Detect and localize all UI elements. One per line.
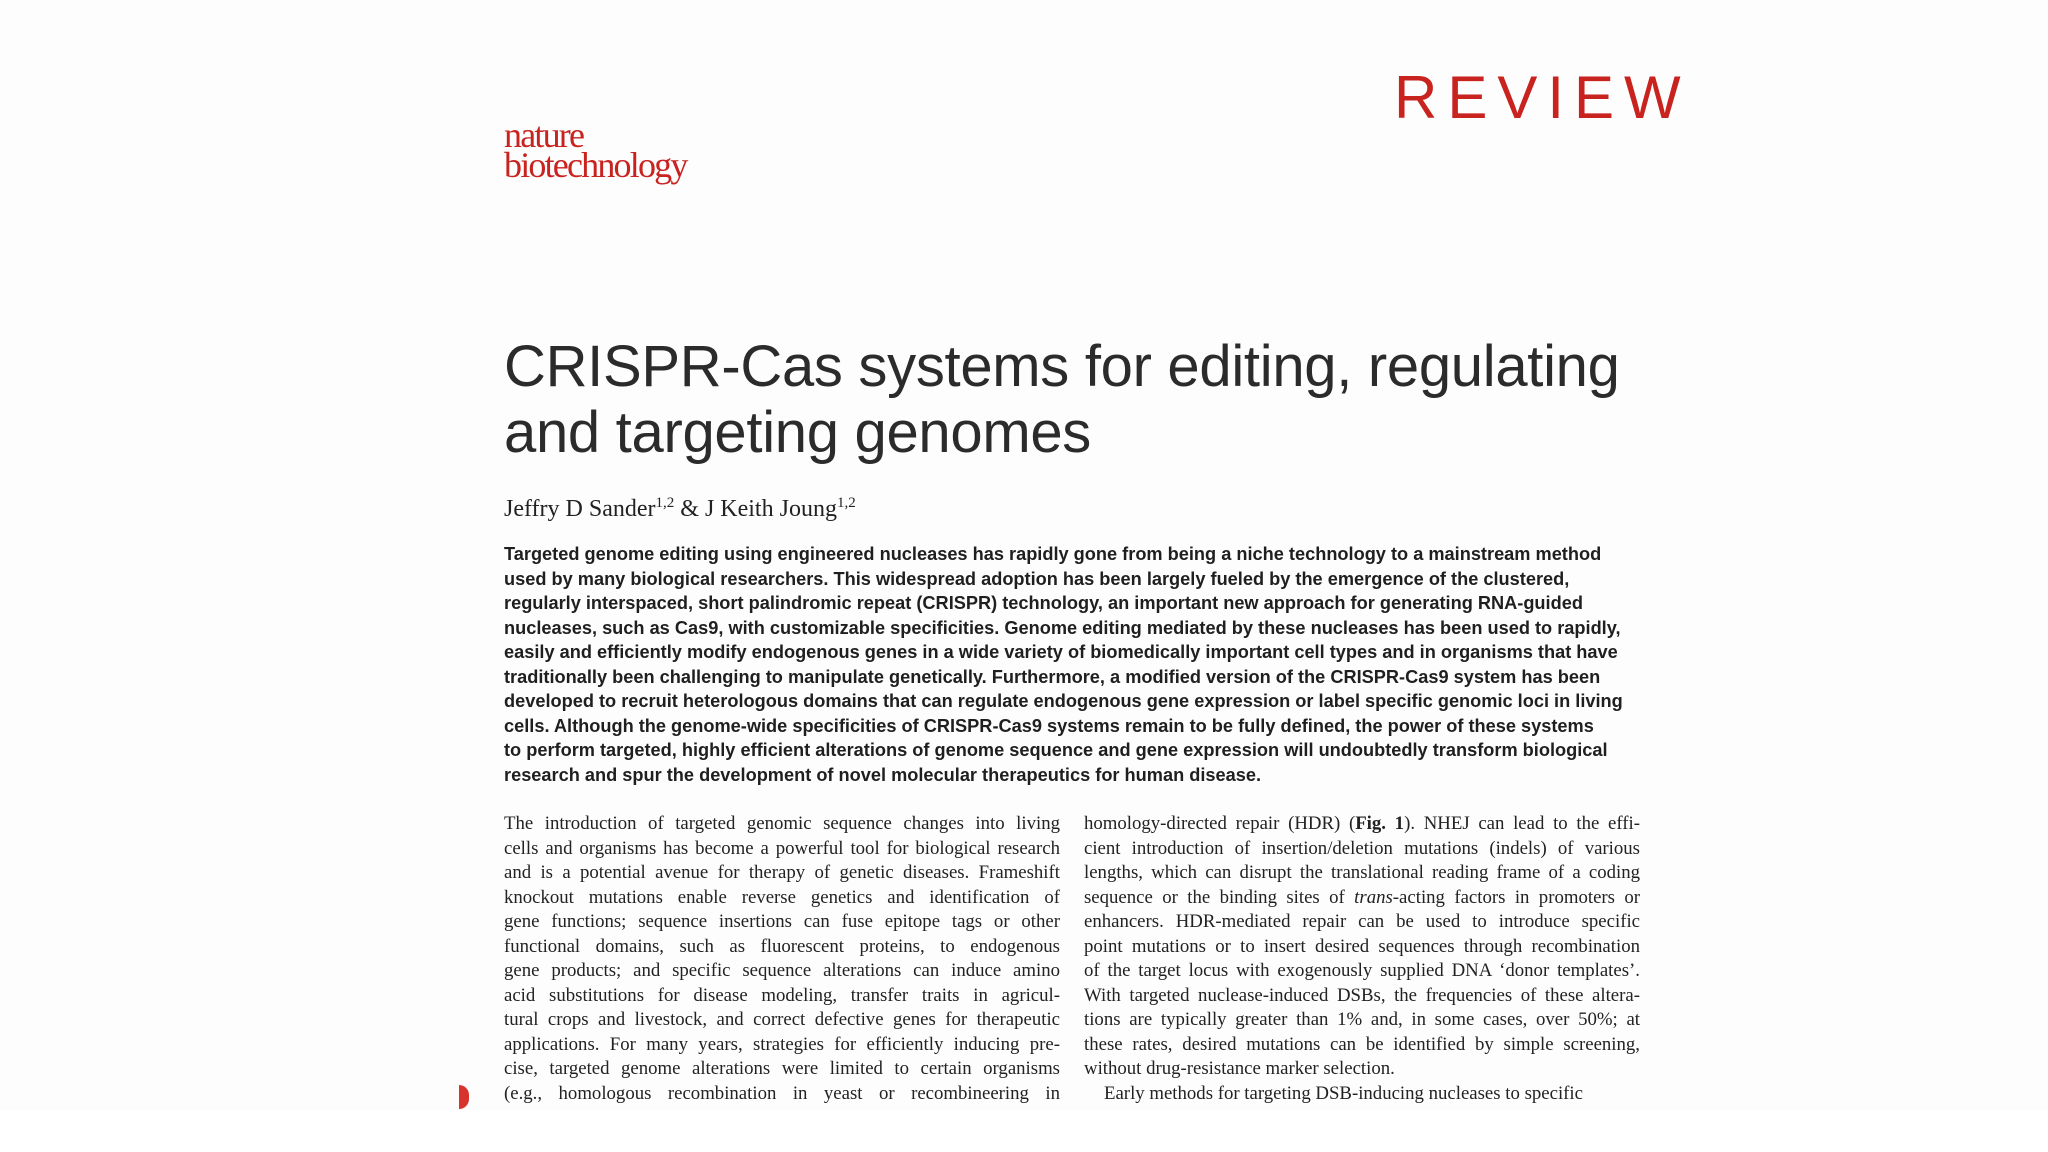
body-line: lengths, which can disrupt the translational reading frame of a coding — [1084, 862, 1640, 883]
body-line: point mutations or to insert desired sequences through recombination — [1084, 935, 1640, 957]
body-line: without drug-resistance marker selection. — [1084, 1058, 1395, 1079]
page-edge-marker — [459, 1085, 469, 1109]
body-column-left — [504, 812, 1060, 1106]
body-line: gene products; and specific sequence alterations can induce amino — [504, 960, 1060, 981]
body-line: enhancers. HDR-mediated repair can be used to introduce specific — [1084, 911, 1640, 932]
abstract-line: developed to recruit heterologous domains that can regulate endogenous gene expression or label specific genomic loci in living — [504, 691, 1623, 711]
author-affiliation: 1,2 — [655, 495, 675, 511]
body-line: tural crops and livestock, and correct defective genes for therapeutic — [504, 1009, 1060, 1030]
body-line: applications. For many years, strategies for efficiently inducing pre- — [504, 1033, 1060, 1055]
body-line: tions are typically greater than 1% and, in some cases, over 50%; at — [1084, 1009, 1640, 1030]
body-line: Early methods for targeting DSB-inducing nucleases to specific — [1104, 1082, 1583, 1104]
body-line: and is a potential avenue for therapy of genetic diseases. Frameshift — [504, 862, 1060, 883]
body-text: homology-directed repair (HDR) ( — [1084, 813, 1356, 834]
author-name: Jeffry D Sander — [504, 496, 656, 522]
body-text: ). NHEJ can lead to the effi- — [1404, 813, 1640, 834]
journal-logo — [504, 115, 687, 185]
body-column-right — [1084, 812, 1640, 1106]
author-affiliation: 1,2 — [836, 495, 856, 511]
body-line: gene functions; sequence insertions can fuse epitope tags or other — [504, 911, 1060, 932]
abstract-line: regularly interspaced, short palindromic repeat (CRISPR) technology, an important new approach for generating RNA-guided — [504, 593, 1583, 613]
abstract — [504, 542, 1632, 787]
body-line: knockout mutations enable reverse genetics and identification of — [504, 886, 1060, 908]
author-list — [504, 494, 856, 524]
body-line: acid substitutions for disease modeling, transfer traits in agricul- — [504, 984, 1060, 1006]
figure-reference[interactable]: Fig. 1 — [1355, 813, 1405, 834]
journal-name-line1: nature — [504, 115, 584, 155]
italic-term: trans — [1354, 886, 1393, 908]
abstract-line: to perform targeted, highly efficient alterations of genome sequence and gene expression will undoubtedly transform biological — [504, 740, 1608, 760]
body-line: The introduction of targeted genomic sequence changes into living — [504, 813, 1060, 834]
abstract-line: traditionally been challenging to manipulate genetically. Furthermore, a modified version of the CRISPR-Cas9 system has been — [504, 666, 1601, 687]
body-line: functional domains, such as fluorescent proteins, to endogenous — [504, 935, 1060, 957]
abstract-line: used by many biological researchers. This widespread adoption has been largely fueled by the emergence of the clustered, — [504, 568, 1570, 589]
abstract-line: easily and efficiently modify endogenous genes in a wide variety of biomedically important cell types and in organisms that have — [504, 642, 1618, 662]
abstract-line: cells. Although the genome-wide specificities of CRISPR-Cas9 systems remain to be fully defined, the power of these systems — [504, 715, 1594, 736]
section-tag: REVIEW — [1394, 64, 1691, 131]
body-line: cient introduction of insertion/deletion mutations (indels) of various — [1084, 837, 1640, 859]
body-text: -acting factors in promoters or — [1392, 886, 1640, 908]
article-title: CRISPR-Cas systems for editing, regulating and targeting genomes — [504, 334, 1620, 465]
body-line: With targeted nuclease-induced DSBs, the frequencies of these altera- — [1084, 984, 1640, 1006]
body-line: cise, targeted genome alterations were limited to certain organisms — [504, 1058, 1060, 1079]
journal-name-line2: biotechnology — [504, 145, 687, 185]
abstract-line: Targeted genome editing using engineered nucleases has rapidly gone from being a niche technology to a mainstream method — [504, 544, 1602, 564]
body-line — [1084, 812, 1640, 837]
body-line: these rates, desired mutations can be identified by simple screening, — [1084, 1033, 1640, 1055]
abstract-line: research and spur the development of novel molecular therapeutics for human disease. — [504, 764, 1262, 785]
body-text: sequence or the binding sites of — [1084, 886, 1355, 908]
body-line: (e.g., homologous recombination in yeast or recombineering in — [504, 1082, 1060, 1104]
body-line — [1084, 886, 1640, 911]
abstract-line: nucleases, such as Cas9, with customizable specificities. Genome editing mediated by these nucleases has been used to rapidly, — [504, 617, 1621, 638]
author-separator: & — [674, 496, 705, 522]
body-line: of the target locus with exogenously supplied DNA ‘donor templates’. — [1084, 960, 1640, 981]
body-line: cells and organisms has become a powerful tool for biological research — [504, 837, 1060, 859]
author-name: J Keith Joung — [704, 496, 837, 522]
page-cutoff — [0, 1110, 2048, 1152]
